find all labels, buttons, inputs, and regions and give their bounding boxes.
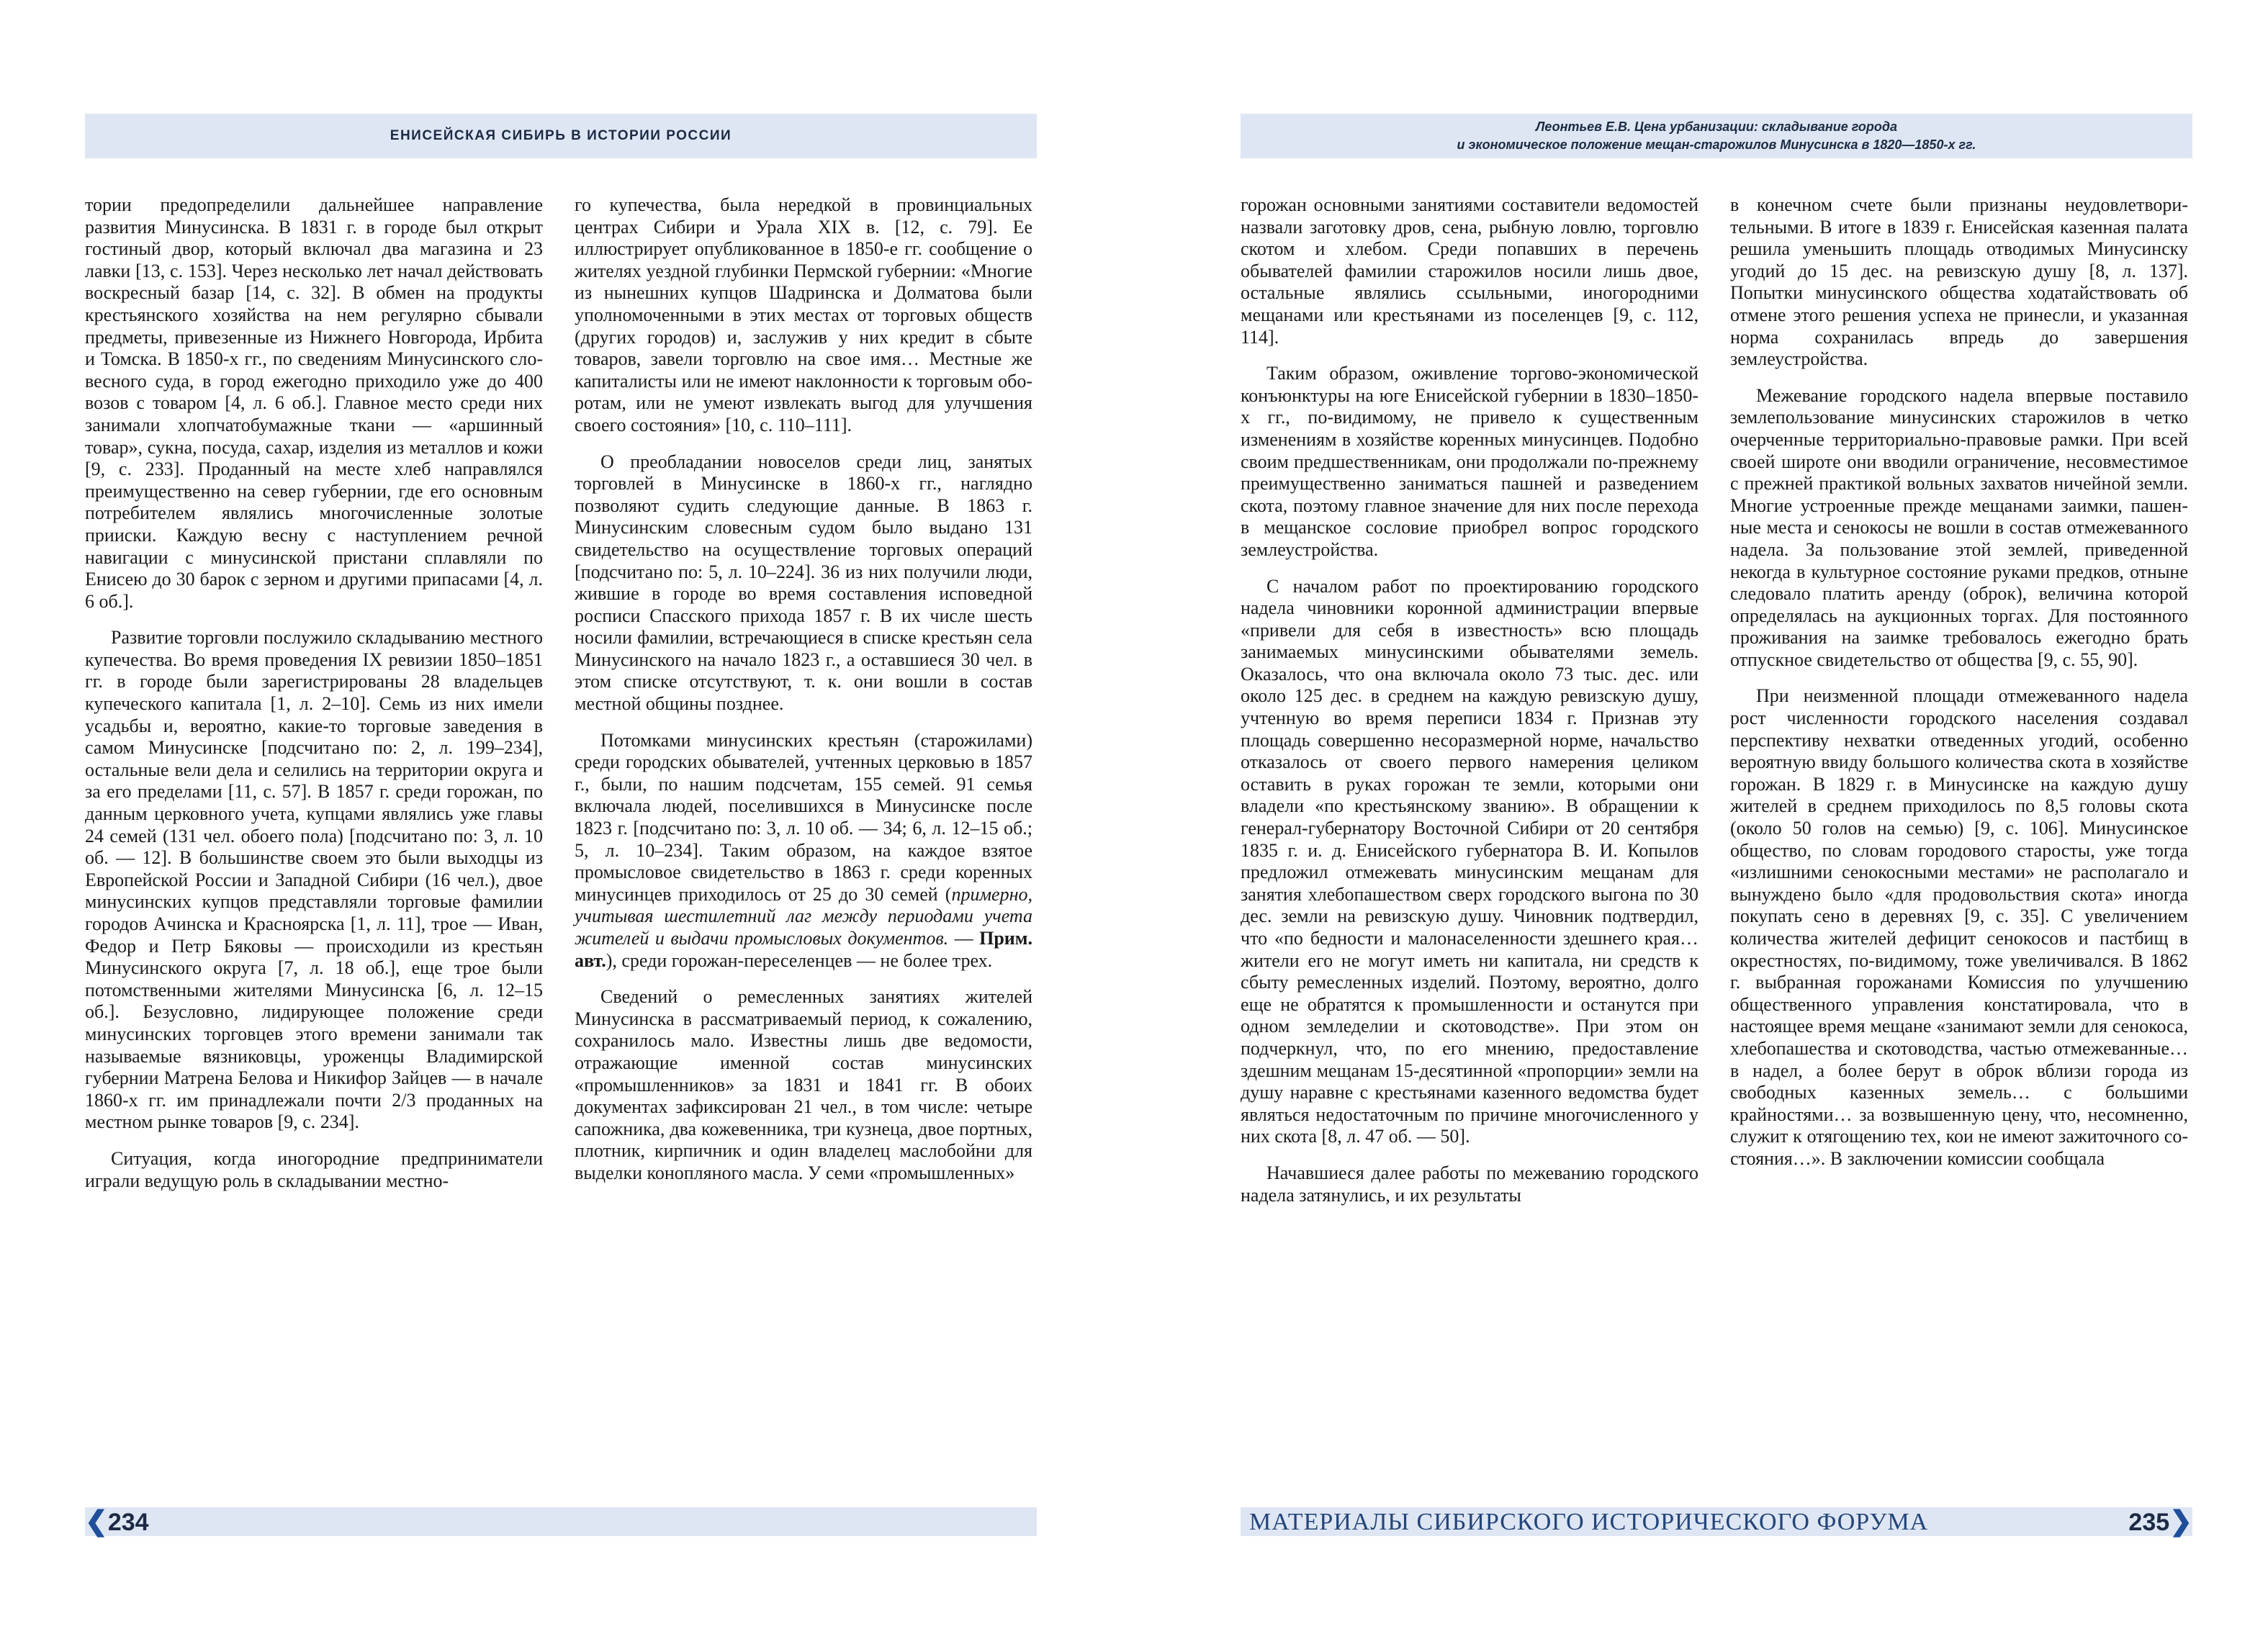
page-number-right: [2128, 1506, 2192, 1538]
chevron-left-icon: ❮: [85, 1507, 108, 1537]
header-line-2: и экономическое положение мещан-старожилов Минусинска в 1820—1850-х гг.: [1457, 137, 1976, 152]
paragraph: При неизменной площади отмежеванного надела рост численности городского населения создавал перспективу нехватки отведенных угодий, особенно вероятную ввиду большого количества скота в хозяйстве горожан. В 1829 г. в Минусинске на каждую душу жителей в среднем приходилось по 8,5 головы скота (около 50 голов на семью) [9, с. 106]. Минусинское общество, по словам городового старосты, уже тогда «излишними сенокосными местами» не располагало и вынуждено было «для продовольствия скота» иногда покупать сено в деревнях [9, с. 35]. С увеличением количества жителей дефицит сенокосов и пастбищ в окрестностях, по-видимому, тоже увеличивался. В 1862 г. выбранная горожанами Комиссия по улучшению общественного управления констатировала, что в настоящее время мещане «занимают земли для сенокоса, хлебопашества и скотоводства, частью отмежеванные… в надел, а более берут в оброк вблизи города из свободных казенных земель… с большими крайностями… за возвышенную цену, что, несомненно, служит к отягощению тех, кои не имеют зажиточного состояния…». В заключении комиссии сообщала: [1730, 685, 2188, 1169]
paragraph-with-note: [575, 730, 1032, 972]
paragraph: Таким образом, оживление торгово-экономической конъюнктуры на юге Енисейской губернии в 1830–1850-х гг., по-видимому, не привело к существенным изменениям в хозяйстве коренных минусинцев. Подобно своим предшественникам, они продолжали по-прежнему преимущественно заниматься пашней и разведением скота, поэтому главное значение для них после перехода в мещанское сословие приобрел вопрос городского землеустройства.: [1241, 363, 1698, 560]
right-page: [1134, 0, 2268, 1644]
paragraph: го купечества, была нередкой в провинциальных центрах Сибири и Урала XIX в. [12, с. 79]. Ее иллюстрирует опубликованное в 1850-е гг. сообщение о жителях уездной глубинки Пермской губернии: «Многие из нынешних купцов Шадринска и Долматова были уполномоченными в этих местах от торговых обществ (других городов) и, заслужив у них кредит в сбыте товаров, завели торговлю на свое имя… Местные же капиталисты или не имеют наклонности к торговым оборотам, или не умеют извлекать выгод для улучшения своего состояния» [10, с. 110–111].: [575, 194, 1032, 435]
page-number: 235: [2128, 1509, 2170, 1536]
text-column-2: [1730, 194, 2188, 1185]
paragraph: Ситуация, когда иногородние предприниматели играли ведущую роль в складывании местно-: [85, 1147, 543, 1191]
note-dash: —: [948, 928, 980, 949]
header-title: ЕНИСЕЙСКАЯ СИБИРЬ В ИСТОРИИ РОССИИ: [390, 128, 732, 143]
author-note-italic: примерно, учитывая шестилетний лаг между периодами учета жителей и выдачи промысловых документов.: [575, 883, 1032, 949]
page-number: 234: [107, 1509, 149, 1536]
paragraph: Сведений о ремесленных занятиях жителей Минусинска в рассматриваемый период, к сожалению, сохранилось мало. Известны лишь две ведомости, отражающие именной состав минусинских «промышленников» за 1831 и 1841 гг. В обоих документах зафиксирован 21 чел., в том числе: четыре сапожника, два кожевенника, три кузнеца, двое портных, плотник, кирпичник и один владелец маслобойни для выделки конопляного масла. У семи «промышленных»: [575, 986, 1032, 1183]
header-line-1: Леонтьев Е.В. Цена урбанизации: складывание города: [1536, 119, 1897, 134]
running-header: [1241, 114, 2192, 158]
paragraph: Межевание городского надела впервые поставило землепользование минусинских старожилов в четко очерченные территориально-правовые рамки. При всей своей широте они вводили ограничение, несовместимое с прежней практикой вольных захватов ничейной земли. Многие устроенные прежде мещанами заимки, пашенные места и сенокосы не вошли в состав отмежеванного надела. За пользование этой землей, приведенной некогда в культурное состояние руками предков, отныне следовало платить аренду (оброк), величина которой определялась на аукционных торгах. Для постоянного проживания на заимке требовалось ежегодно брать отпускное свидетельство от общества [9, с. 55, 90].: [1730, 384, 2188, 670]
paragraph: С началом работ по проектированию городского надела чиновники коронной администрации впервые «привели для себя в известность» всю площадь занимаемых минусинскими обывателями земель. Оказалось, что она включала около 73 тыс. дес. или около 125 дес. в среднем на каждую ревизскую душу, учтенную во время переписи 1834 г. Признав эту площадь совершенно несоразмерной норме, начальство отказалось от своего первого намерения целиком оставить в руках горожан те земли, которыми они владели «по крестьянскому званию». В обращении к генерал-губернатору Восточной Сибири от 20 сентября 1835 г. и. д. Енисейского губернатора В. И. Копылов предложил отмежевать минусинским мещанам для занятия хлебопашеством сверх городского выгона по 30 дес. земли на ревизскую душу. Чиновник подтвердил, что «по бедности и малонаселенности здешнего края… жители его не могут иметь ни капитала, ни средств к сбыту ремесленных изделий. Поэтому, вероятно, долго еще не обратятся к промышленности и останутся при одном земледелии и скотоводстве». При этом он подчеркнул, что, по его мнению, предоставление здешним мещанам 15-десятинной «пропорции» земли на душу наравне с крестьянами казенного ведомства будет являться недостаточным по причине многочисленного у них скота [8, л. 47 об. — 50].: [1241, 575, 1698, 1147]
running-header: [85, 114, 1037, 158]
footer-bar: [85, 1507, 1037, 1536]
text-column-2: [575, 194, 1032, 1199]
text-column-1: [85, 194, 543, 1206]
paragraph: Развитие торговли послужило складыванию местного купечества. Во время проведения IX ревизии 1850–1851 гг. в городе были зарегистрированы 28 владельцев купеческого капитала [1, л. 2–10]. Семь из них имели усадьбы и, вероятно, какие-то торговые заведения в самом Минусинске [подсчитано по: 2, л. 199–234], остальные вели дела и селились на территории округа и за его пределами [11, с. 57]. В 1857 г. среди горожан, по данным церковного учета, купцами являлись уже главы 24 семей (131 чел. обоего пола) [подсчитано по: 3, л. 10 об. — 12]. В большинстве своем это были выходцы из Европейской России и Западной Сибири (16 чел.), двое минусинских купцов представляли торговые фамилии городов Ачинска и Красноярска [1, л. 11], трое — Иван, Федор и Петр Бяковы — происходили из крестьян Минусинского округа [7, л. 18 об.], еще трое были потомственными жителями Минусинска [6, л. 12–15 об.]. Безусловно, лидирующее положение среди минусинских торговцев этого времени занимали так называемые вязниковцы, уроженцы Владимирской губернии Матрена Белова и Никифор Зайцев — в начале 1860-х гг. им принадлежали почти 2/3 проданных на местном рынке товаров [9, с. 234].: [85, 627, 543, 1133]
text-column-1: [1241, 194, 1698, 1221]
page-number-left: [85, 1506, 149, 1538]
paragraph: в конечном счете были признаны неудовлетворительными. В итоге в 1839 г. Енисейская казенная палата решила уменьшить площадь отводимых Минусинску угодий до 15 дес. на ревизскую душу [8, л. 137]. Попытки минусинского общества ходатайствовать об отмене этого решения успеха не принесли, и указанная норма сохранилась впредь до завершения землеустройства.: [1730, 194, 2188, 370]
series-title: МАТЕРИАЛЫ СИБИРСКОГО ИСТОРИЧЕСКОГО ФОРУМА: [1249, 1509, 1929, 1535]
paragraph: тории предопределили дальнейшее направление развития Минусинска. В 1831 г. в городе был открыт гостиный двор, который включал два магазина и 23 лавки [13, с. 153]. Через несколько лет начал действовать воскресный базар [14, с. 32]. В обмен на продукты крестьянского хозяйства на нем регулярно сбывали предметы, привезенные из Нижнего Новгорода, Ирбита и Томска. В 1850-х гг., по сведениям Минусинского словесного суда, в город ежегодно приходило уже до 400 возов с товаром [4, л. 6 об.]. Главное место среди них занимали хлопчатобумажные ткани — «аршинный товар», сукна, посуда, сахар, изделия из металлов и кожи [9, с. 233]. Проданный на месте хлеб направлялся преимущественно на север губернии, где его основным потребителем являлись многочисленные золотые прииски. Каждую весну с наступлением речной навигации с минусинской пристани сплавляли по Енисею до 30 барок с зерном и другими припасами [4, л. 6 об.].: [85, 194, 543, 612]
paragraph: горожан основными занятиями составители ведомостей назвали заготовку дров, сена, рыбную ловлю, торговлю скотом и хлебом. Среди попавших в перечень обывателей фамилии старожилов носили лишь двое, остальные являлись ссыльными, иногородними мещанами или крестьянами из поселенцев [9, с. 112, 114].: [1241, 194, 1698, 348]
paragraph: Начавшиеся далее работы по межеванию городского надела затянулись, и их результаты: [1241, 1162, 1698, 1206]
paragraph-text: Потомками минусинских крестьян (старожилами) среди городских обывателей, учтенных церковью в 1857 г., были, по нашим подсчетам, 155 семей. 91 семья включала людей, поселившихся в Минусинске после 1823 г. [подсчитано по: 3, л. 10 об. — 34; 6, л. 12–15 об.; 5, л. 10–234]. Таким образом, на каждое взятое промысловое свидетельство в 1863 г. среди коренных минусинцев приходилось от 25 до 30 семей (: [575, 729, 1032, 905]
paragraph-tail: ), среди горожан-переселенцев — не более трех.: [606, 949, 993, 971]
author-note-bold: Прим. авт.: [575, 928, 1032, 971]
chevron-right-icon: ❯: [2169, 1507, 2192, 1537]
paragraph: О преобладании новоселов среди лиц, занятых торговлей в Минусинске в 1860-х гг., наглядно позволяют судить следующие данные. В 1863 г. Минусинским словесным судом было выдано 131 свидетельство на осуществление торговых операций [подсчитано по: 5, л. 10–224]. 36 из них получили люди, жившие в городе во время составления исповедной росписи Спасского прихода 1857 г. В их числе шесть носили фамилии, встречающиеся в списке крестьян села Минусинского на начало 1823 г., а оставшиеся 30 чел. в этом списке отсутствуют, т. к. они вошли в состав местной общины позднее.: [575, 451, 1032, 715]
